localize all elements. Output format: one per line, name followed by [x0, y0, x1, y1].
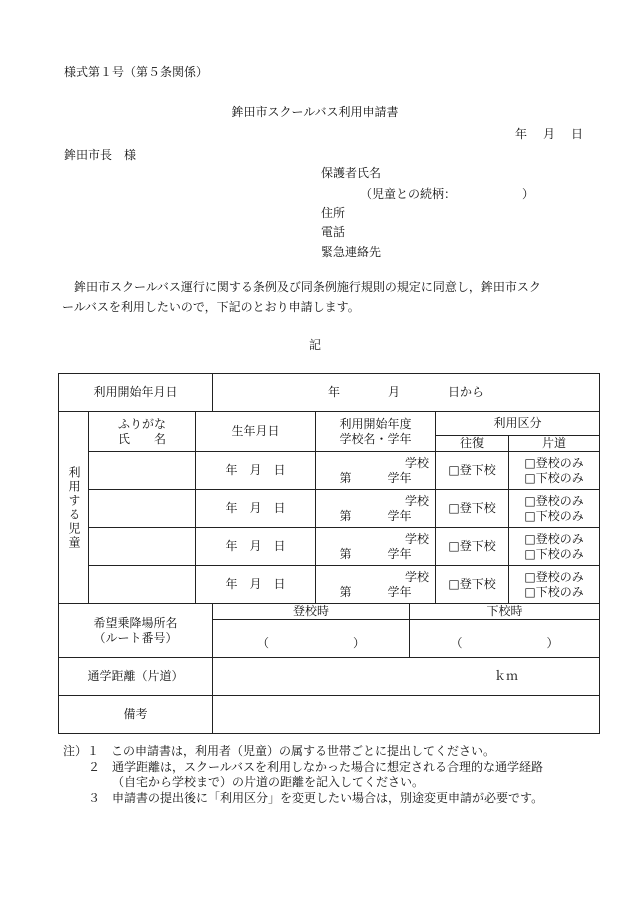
relation-label: （児童との続柄： ） — [360, 187, 535, 201]
start-date-field[interactable]: 年 月 日から — [213, 374, 600, 412]
route-number-label: （ルート番号） — [93, 630, 178, 645]
name-header — [89, 412, 196, 452]
bus-stop-label-text: 希望乗降場所名 — [93, 615, 178, 630]
to-school-only-checkbox[interactable]: □登校のみ — [524, 569, 584, 584]
round-trip-checkbox[interactable]: □登下校 — [436, 452, 509, 490]
to-school-header: 登校時 — [213, 604, 410, 620]
school-grade-header: 学校名・学年 — [339, 431, 412, 446]
school-text: 学校 — [405, 493, 430, 508]
from-school-only-checkbox[interactable]: □下校のみ — [524, 470, 584, 485]
notes — [63, 744, 543, 806]
child-row — [59, 566, 600, 604]
birthdate-header: 生年月日 — [196, 412, 316, 452]
remarks-field[interactable] — [213, 696, 600, 734]
to-school-stop-field[interactable] — [213, 620, 410, 658]
child-school-field[interactable] — [316, 490, 436, 528]
note-3: ３ 申請書の提出後に「利用区分」を変更したい場合は，別途変更申請が必要です。 — [88, 790, 544, 805]
from-school-route-paren: （ ） — [450, 636, 559, 650]
round-trip-header: 往復 — [436, 436, 509, 452]
addressee: 鉾田市長 様 — [64, 148, 137, 162]
child-row — [59, 490, 600, 528]
round-trip-checkbox[interactable]: □登下校 — [436, 490, 509, 528]
child-school-field[interactable] — [316, 528, 436, 566]
distance-label: 通学距離（片道） — [59, 658, 213, 696]
one-way-options — [509, 490, 600, 528]
to-school-only-checkbox[interactable]: □登校のみ — [524, 493, 584, 508]
child-row — [59, 528, 600, 566]
body-text-line1: 鉾田市スクールバス運行に関する条例及び同条例施行規則の規定に同意し，鉾田市スク — [74, 280, 541, 294]
ki-heading: 記 — [308, 338, 321, 352]
one-way-options — [509, 452, 600, 490]
application-table — [58, 373, 600, 734]
grade-text: 第 学年 — [339, 546, 412, 561]
school-text: 学校 — [405, 455, 430, 470]
phone-label: 電話 — [321, 225, 346, 239]
grade-text: 第 学年 — [339, 470, 412, 485]
school-text: 学校 — [405, 531, 430, 546]
from-school-only-checkbox[interactable]: □下校のみ — [524, 546, 584, 561]
note-1: 注）１ この申請書は，利用者（児童）の属する世帯ごとに提出してください。 — [63, 744, 496, 758]
from-school-only-checkbox[interactable]: □下校のみ — [524, 584, 584, 599]
child-name-field[interactable] — [89, 528, 196, 566]
children-section-label — [59, 412, 89, 604]
body-text-line2: ールバスを利用したいので，下記のとおり申請します。 — [62, 300, 360, 314]
child-name-field[interactable] — [89, 452, 196, 490]
children-label-text: 利用する児童 — [67, 465, 81, 550]
child-birthdate-field[interactable]: 年 月 日 — [196, 490, 316, 528]
school-text: 学校 — [405, 569, 430, 584]
note-2-continued: （自宅から学校まで）の片道の距離を記入してください。 — [112, 775, 425, 789]
one-way-options — [509, 566, 600, 604]
one-way-header: 片道 — [509, 436, 600, 452]
from-school-header: 下校時 — [410, 604, 600, 620]
from-school-only-checkbox[interactable]: □下校のみ — [524, 508, 584, 523]
start-date-label: 利用開始年月日 — [59, 374, 213, 412]
furigana-header: ふりがな — [117, 416, 166, 431]
child-birthdate-field[interactable]: 年 月 日 — [196, 452, 316, 490]
one-way-options — [509, 528, 600, 566]
child-school-field[interactable] — [316, 566, 436, 604]
form-number: 様式第１号（第５条関係） — [64, 65, 209, 79]
start-year-header-text: 利用開始年度 — [339, 416, 412, 431]
round-trip-checkbox[interactable]: □登下校 — [436, 528, 509, 566]
date-line: 年 月 日 — [515, 127, 586, 141]
distance-field[interactable] — [213, 658, 600, 696]
address-label: 住所 — [321, 206, 346, 220]
distance-unit: ｋｍ — [494, 669, 519, 683]
usage-type-header: 利用区分 — [436, 412, 600, 436]
child-name-field[interactable] — [89, 566, 196, 604]
child-name-field[interactable] — [89, 490, 196, 528]
note-2: ２ 通学距離は，スクールバスを利用しなかった場合に想定される合理的な通学経路 — [88, 759, 543, 774]
bus-stop-label — [59, 604, 213, 658]
remarks-label: 備考 — [59, 696, 213, 734]
to-school-route-paren: （ ） — [257, 636, 366, 650]
from-school-stop-field[interactable] — [410, 620, 600, 658]
emergency-contact-label: 緊急連絡先 — [321, 245, 382, 259]
start-year-header — [316, 412, 436, 452]
round-trip-checkbox[interactable]: □登下校 — [436, 566, 509, 604]
grade-text: 第 学年 — [339, 508, 412, 523]
to-school-only-checkbox[interactable]: □登校のみ — [524, 531, 584, 546]
name-header-text: 氏 名 — [117, 431, 166, 446]
page-title: 鉾田市スクールバス利用申請書 — [231, 105, 399, 119]
grade-text: 第 学年 — [339, 584, 412, 599]
child-birthdate-field[interactable]: 年 月 日 — [196, 566, 316, 604]
guardian-name-label: 保護者氏名 — [321, 166, 382, 180]
to-school-only-checkbox[interactable]: □登校のみ — [524, 455, 584, 470]
child-school-field[interactable] — [316, 452, 436, 490]
child-row — [59, 452, 600, 490]
child-birthdate-field[interactable]: 年 月 日 — [196, 528, 316, 566]
